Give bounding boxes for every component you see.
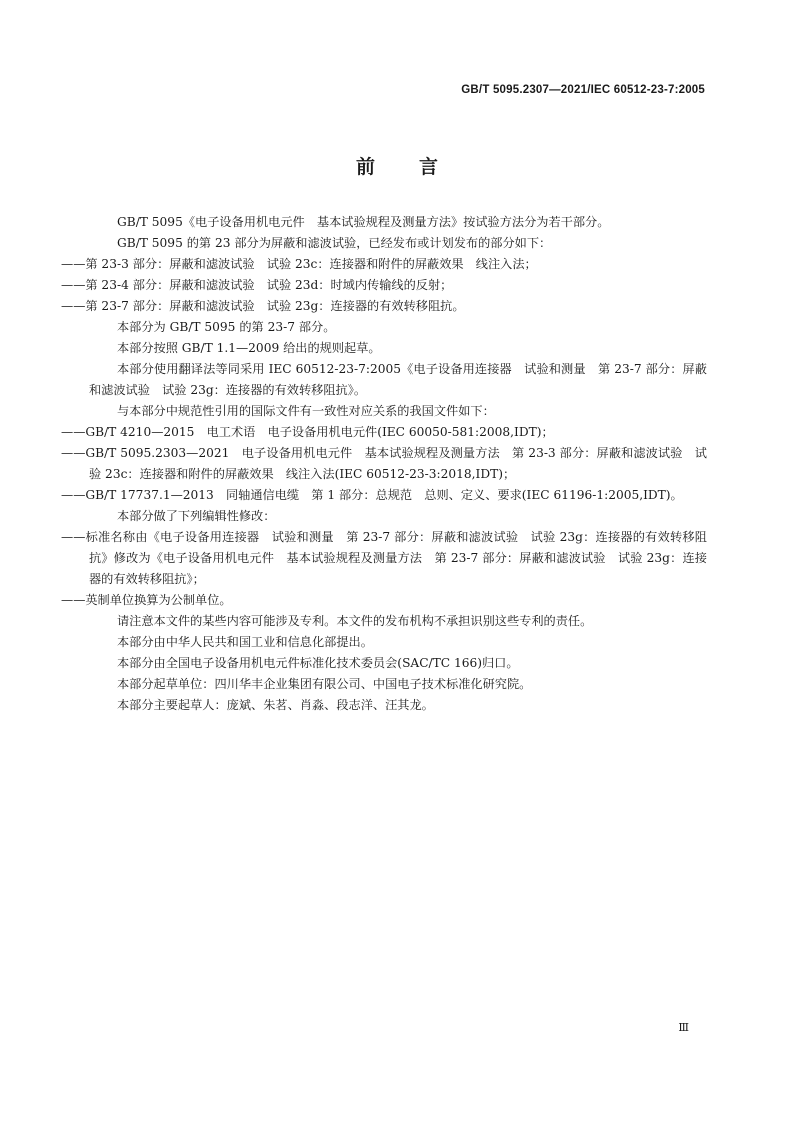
paragraph: 请注意本文件的某些内容可能涉及专利。本文件的发布机构不承担识别这些专利的责任。 (117, 614, 593, 628)
paragraph: 本部分为 GB/T 5095 的第 23-7 部分。 (117, 320, 336, 334)
document-body (61, 212, 707, 716)
page-title: 前言 (355, 156, 482, 178)
paragraph: 本部分起草单位：四川华丰企业集团有限公司、中国电子技术标准化研究院。 (117, 677, 532, 691)
paragraph: 本部分主要起草人：庞斌、朱茗、肖淼、段志洋、汪其龙。 (117, 698, 434, 712)
paragraph: GB/T 5095 的第 23 部分为屏蔽和滤波试验，已经发布或计划发布的部分如下： (117, 236, 552, 250)
list-item: ——英制单位换算为公制单位。 (61, 593, 232, 607)
paragraph: 本部分由全国电子设备用机电元件标准化技术委员会(SAC/TC 166)归口。 (117, 656, 519, 670)
paragraph: 本部分由中华人民共和国工业和信息化部提出。 (117, 635, 373, 649)
paragraph: GB/T 5095《电子设备用机电元件 基本试验规程及测量方法》按试验方法分为若干部分。 (117, 215, 610, 229)
list-item: ——GB/T 5095.2303—2021 电子设备用机电元件 基本试验规程及测量方法 第 23-3 部分：屏蔽和滤波试验 试验 23c：连接器和附件的屏蔽效果 线注入法(IEC 60512-23-3:2018,IDT)； (61, 446, 707, 481)
list-item: ——GB/T 4210—2015 电工术语 电子设备用机电元件(IEC 60050-581:2008,IDT)； (61, 425, 554, 439)
list-item: ——第 23-4 部分：屏蔽和滤波试验 试验 23d：时域内传输线的反射； (61, 278, 453, 292)
paragraph: 本部分使用翻译法等同采用 IEC 60512-23-7:2005《电子设备用连接器 试验和测量 第 23-7 部分：屏蔽和滤波试验 试验 23g：连接器的有效转移阻抗》。 (89, 362, 707, 397)
paragraph: 本部分按照 GB/T 1.1—2009 给出的规则起草。 (117, 341, 381, 355)
list-item: ——GB/T 17737.1—2013 同轴通信电缆 第 1 部分：总规范 总则、定义、要求(IEC 61196-1:2005,IDT)。 (61, 488, 683, 502)
list-item: ——第 23-3 部分：屏蔽和滤波试验 试验 23c：连接器和附件的屏蔽效果 线注入法； (61, 257, 537, 271)
list-item: ——第 23-7 部分：屏蔽和滤波试验 试验 23g：连接器的有效转移阻抗。 (61, 299, 465, 313)
page-number: Ⅲ (678, 1021, 689, 1034)
list-item: ——标准名称由《电子设备用连接器 试验和测量 第 23-7 部分：屏蔽和滤波试验 试验 23g：连接器的有效转移阻抗》修改为《电子设备用机电元件 基本试验规程及测量方法 第 23-7 部分：屏蔽和滤波试验 试验 23g：连接器的有效转移阻抗》； (61, 530, 707, 586)
document-number-header: GB/T 5095.2307—2021/IEC 60512-23-7:2005 (461, 84, 705, 96)
paragraph: 本部分做了下列编辑性修改： (117, 509, 276, 523)
paragraph: 与本部分中规范性引用的国际文件有一致性对应关系的我国文件如下： (117, 404, 495, 418)
